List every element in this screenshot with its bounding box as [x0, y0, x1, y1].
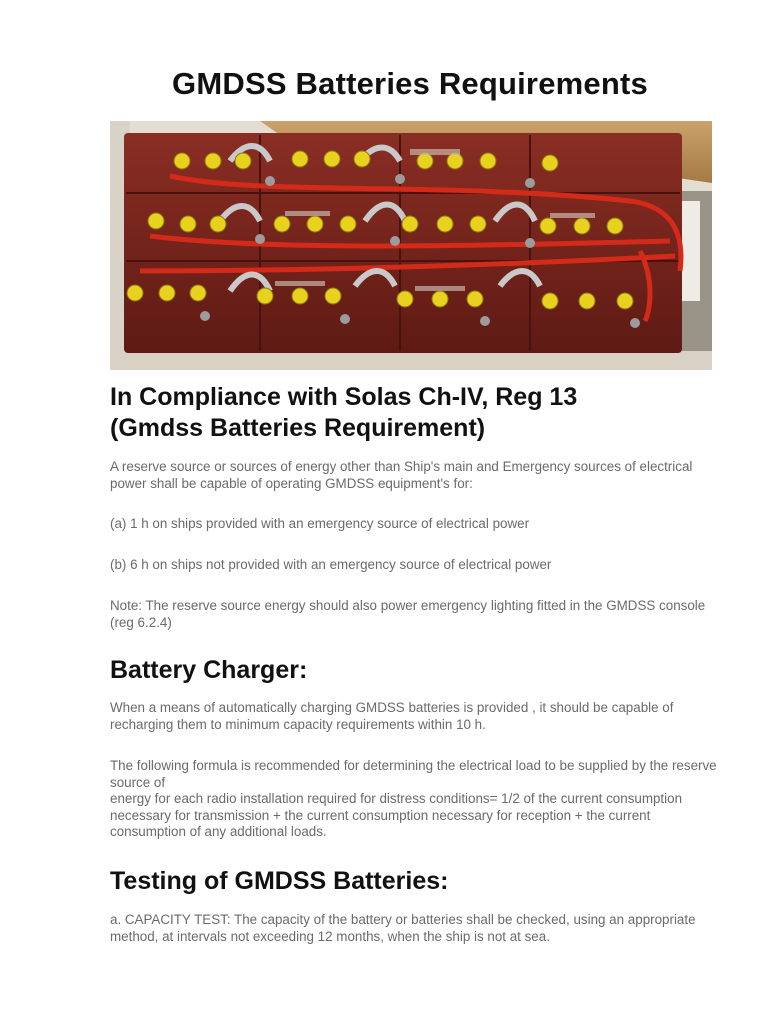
- formula-paragraph: The following formula is recommended for determining the electrical load to be supplied by the reserve source of energy for each radio installation required for distress conditions= 1/2 of the current consumption necessary for transmission + the current consumption necessary for reception + the current consumption of any additional loads.: [110, 758, 717, 839]
- capacity-test-paragraph: a. CAPACITY TEST: The capacity of the battery or batteries shall be checked, using an appropriate method, at intervals not exceeding 12 months, when the ship is not at sea.: [110, 912, 696, 944]
- compliance-heading: In Compliance with Solas Ch-IV, Reg 13 (Gmdss Batteries Requirement): [110, 383, 578, 442]
- compliance-item-b: (b) 6 h on ships not provided with an emergency source of electrical power: [110, 557, 552, 572]
- battery-bank-photo: [110, 121, 712, 370]
- charger-paragraph: When a means of automatically charging GMDSS batteries is provided , it should be capable of recharging them to minimum capacity requirements within 10 h.: [110, 700, 674, 732]
- testing-heading: Testing of GMDSS Batteries:: [110, 867, 449, 895]
- compliance-note: Note: The reserve source energy should also power emergency lighting fitted in the GMDSS console (reg 6.2.4): [110, 598, 706, 630]
- compliance-item-a: (a) 1 h on ships provided with an emergency source of electrical power: [110, 516, 530, 531]
- battery-charger-heading: Battery Charger:: [110, 656, 308, 684]
- compliance-intro: A reserve source or sources of energy other than Ship's main and Emergency sources of electrical power shall be capable of operating GMDSS equipment's for:: [110, 459, 693, 491]
- page-title: GMDSS Batteries Requirements: [172, 66, 648, 101]
